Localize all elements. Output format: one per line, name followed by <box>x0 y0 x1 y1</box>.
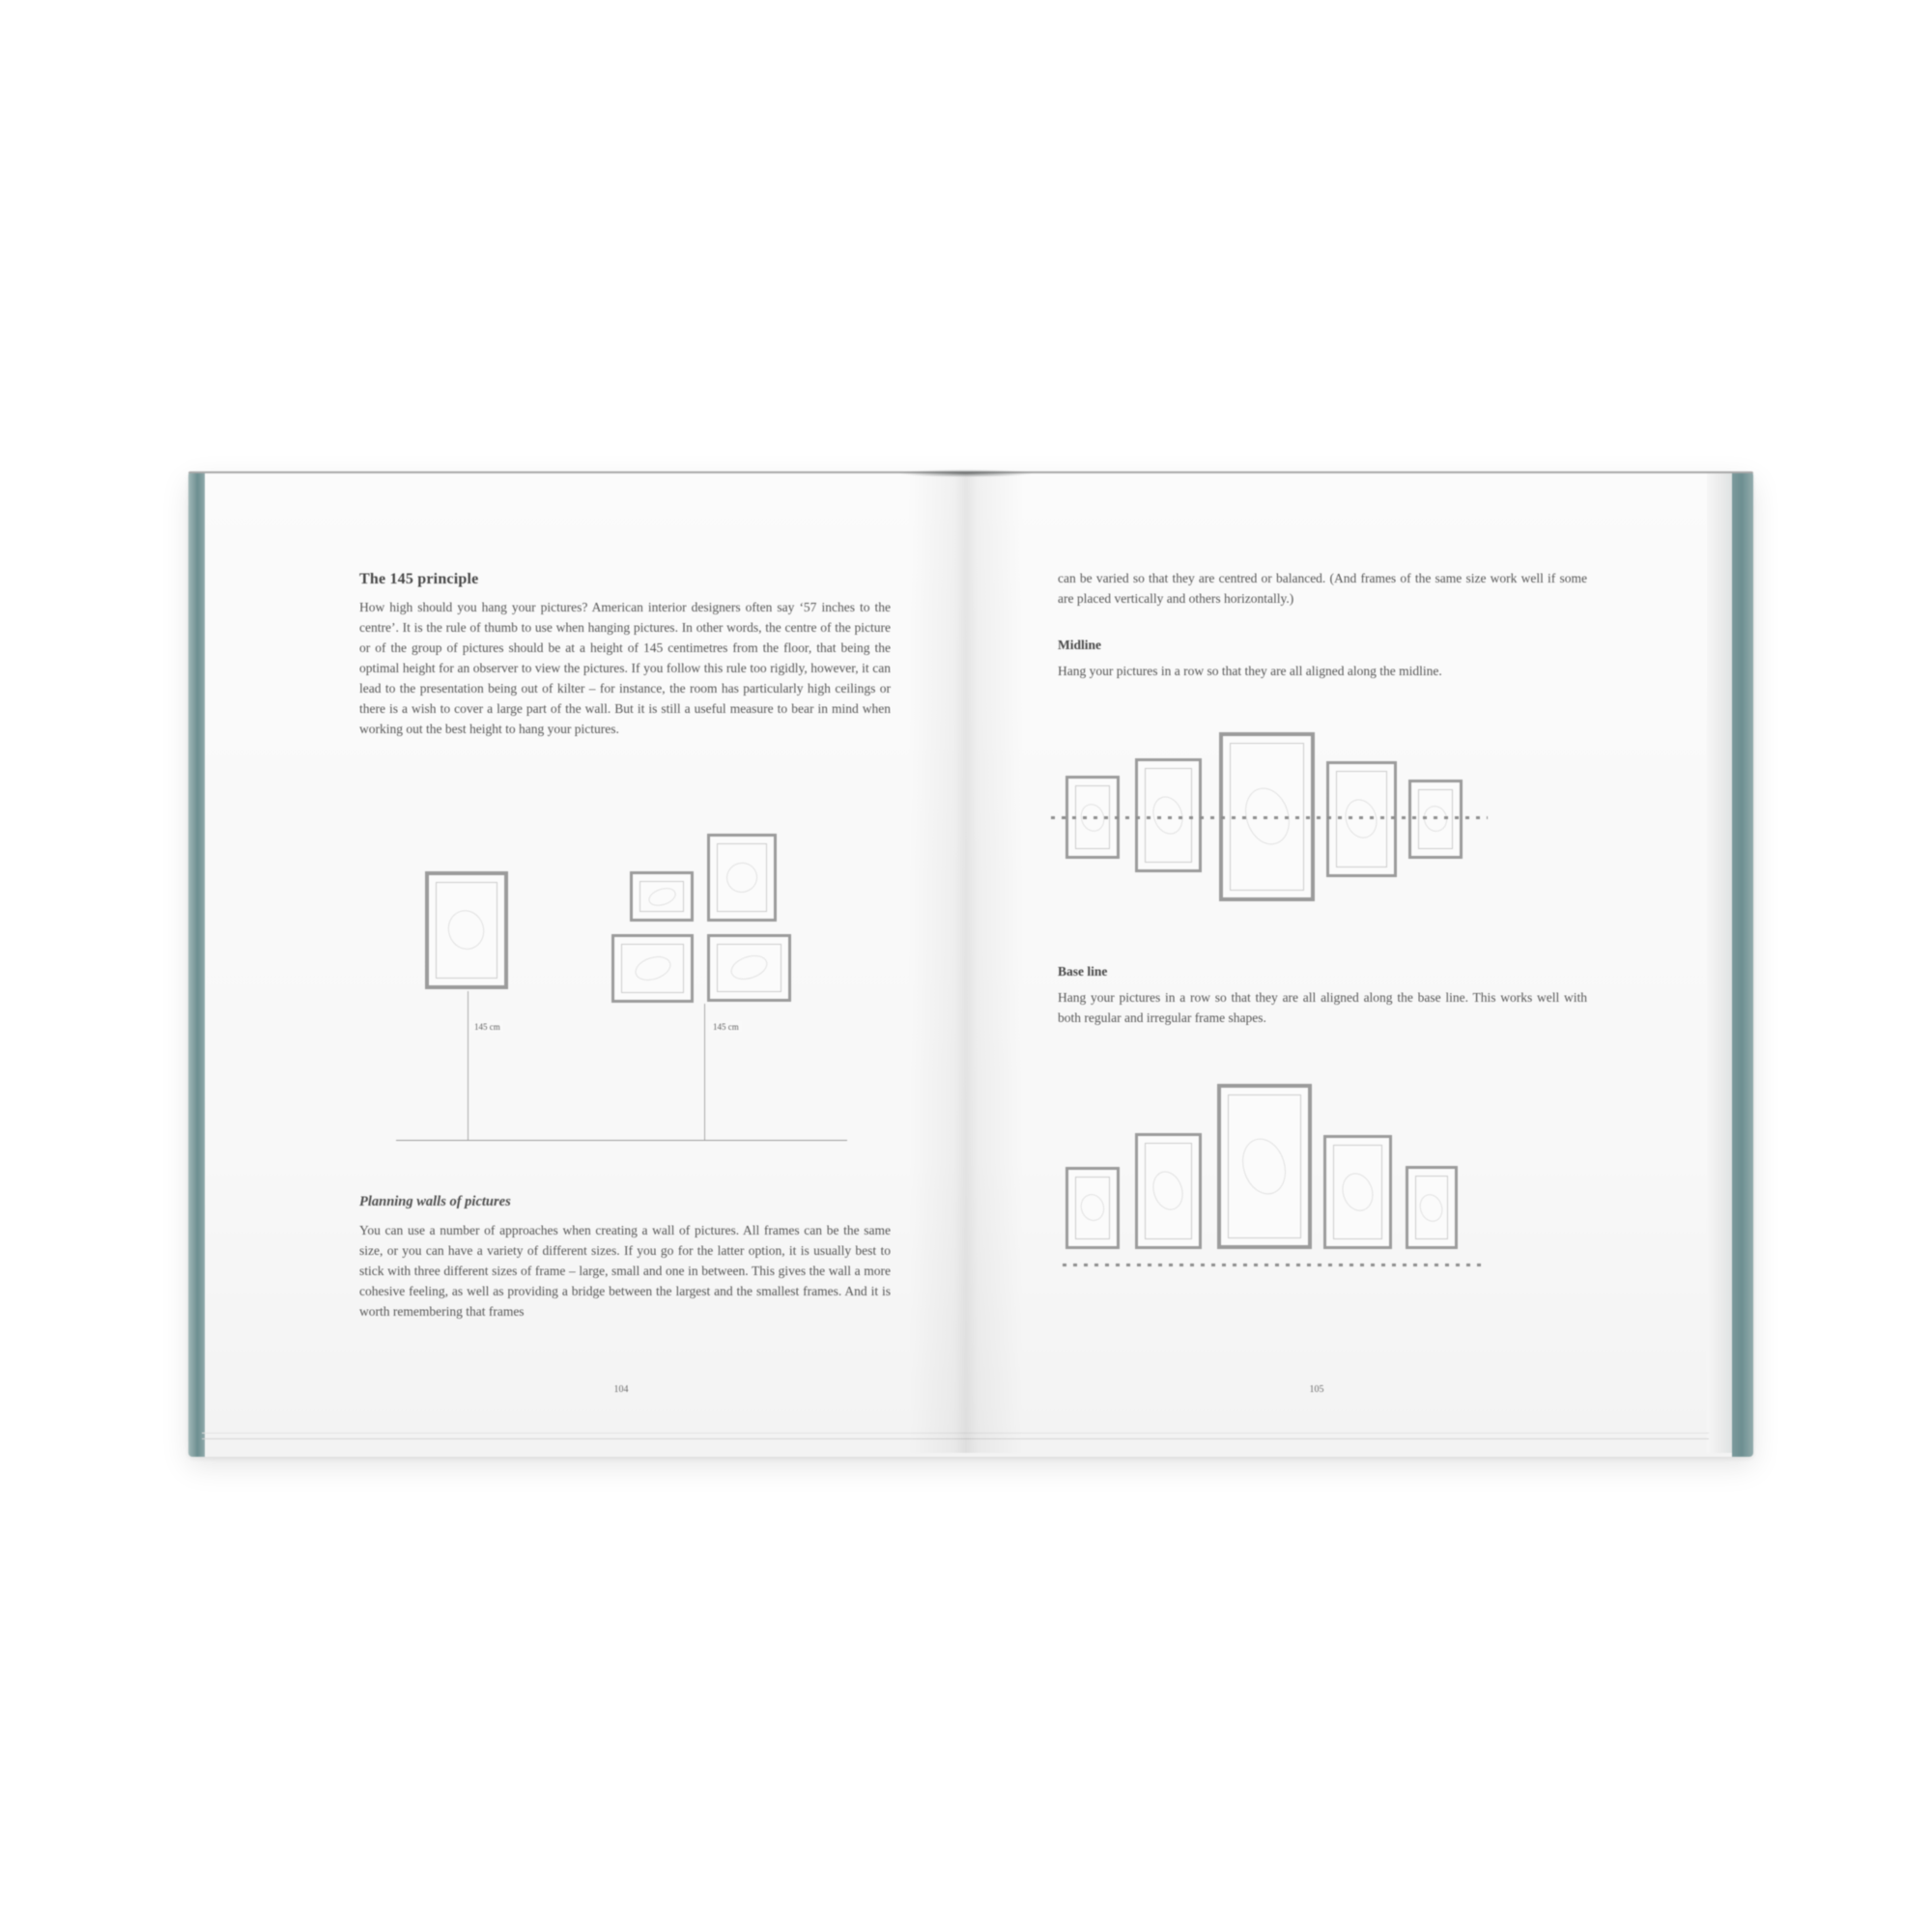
dimension-label: 145 cm <box>471 1022 503 1032</box>
picture-frame <box>611 934 694 1003</box>
section-heading-baseline: Base line <box>1058 964 1108 979</box>
picture-frame <box>630 871 694 922</box>
baseline-dashed-line <box>1063 1264 1481 1266</box>
picture-frame <box>707 834 777 922</box>
floor-line <box>396 1140 847 1141</box>
dimension-line <box>468 991 469 1140</box>
page-stack-right-edge <box>1707 473 1732 1453</box>
picture-frame <box>1323 1135 1392 1249</box>
dimension-line <box>704 1004 705 1140</box>
section-heading-145-principle: The 145 principle <box>359 571 479 587</box>
picture-frame <box>1217 1084 1312 1249</box>
picture-frame <box>1065 1167 1120 1249</box>
dimension-label: 145 cm <box>710 1022 742 1032</box>
section-heading-midline: Midline <box>1058 638 1102 652</box>
midline-dashed-line <box>1051 816 1488 819</box>
picture-frame <box>1406 1166 1458 1249</box>
paragraph-continuation: can be varied so that they are centred or balanced. (And frames of the same size work well if some are placed vertically and others horizontally.) <box>1058 571 1587 606</box>
section-heading-planning-walls: Planning walls of pictures <box>359 1194 511 1209</box>
book-cover-left-edge <box>188 471 205 1457</box>
picture-frame <box>1326 761 1397 877</box>
picture-frame <box>1135 758 1202 872</box>
picture-frame <box>1408 780 1463 859</box>
book-cover-right-edge <box>1732 471 1753 1457</box>
picture-frame <box>425 871 508 989</box>
page-number-left: 104 <box>613 1384 629 1395</box>
paragraph-baseline: Hang your pictures in a row so that they are all aligned along the base line. This works well with both regular and irregular frame shapes. <box>1058 990 1587 1025</box>
open-book <box>188 471 1753 1457</box>
picture-frame <box>1135 1133 1202 1249</box>
gutter-shadow <box>908 473 1024 1453</box>
paragraph-planning-walls: You can use a number of approaches when creating a wall of pictures. All frames can be the same size, or you can have a variety of different sizes. If you go for the latter option, it is usually best to stick with three different sizes of frame – large, small and one in between. This gives the wall a more cohesive feeling, as well as providing a bridge between the largest and the smallest frames. And it is worth remembering that frames <box>359 1223 891 1319</box>
picture-frame <box>707 934 791 1002</box>
page-number-right: 105 <box>1309 1384 1324 1395</box>
paragraph-midline: Hang your pictures in a row so that they are all aligned along the midline. <box>1058 664 1442 678</box>
paragraph-145-principle: How high should you hang your pictures? American interior designers often say ‘57 inches to the centre’. It is the rule of thumb to use when hanging pictures. In other words, the centre of the picture or of the group of pictures should be at a height of 145 centimetres from the floor, that being the optimal height for an observer to view the pictures. If you follow this rule too rigidly, however, it can lead to the presentation being out of kilter – for instance, the room has particularly high ceilings or there is a wish to cover a large part of the wall. But it is still a useful measure to bear in mind when working out the best height to hang your pictures. <box>359 600 891 736</box>
